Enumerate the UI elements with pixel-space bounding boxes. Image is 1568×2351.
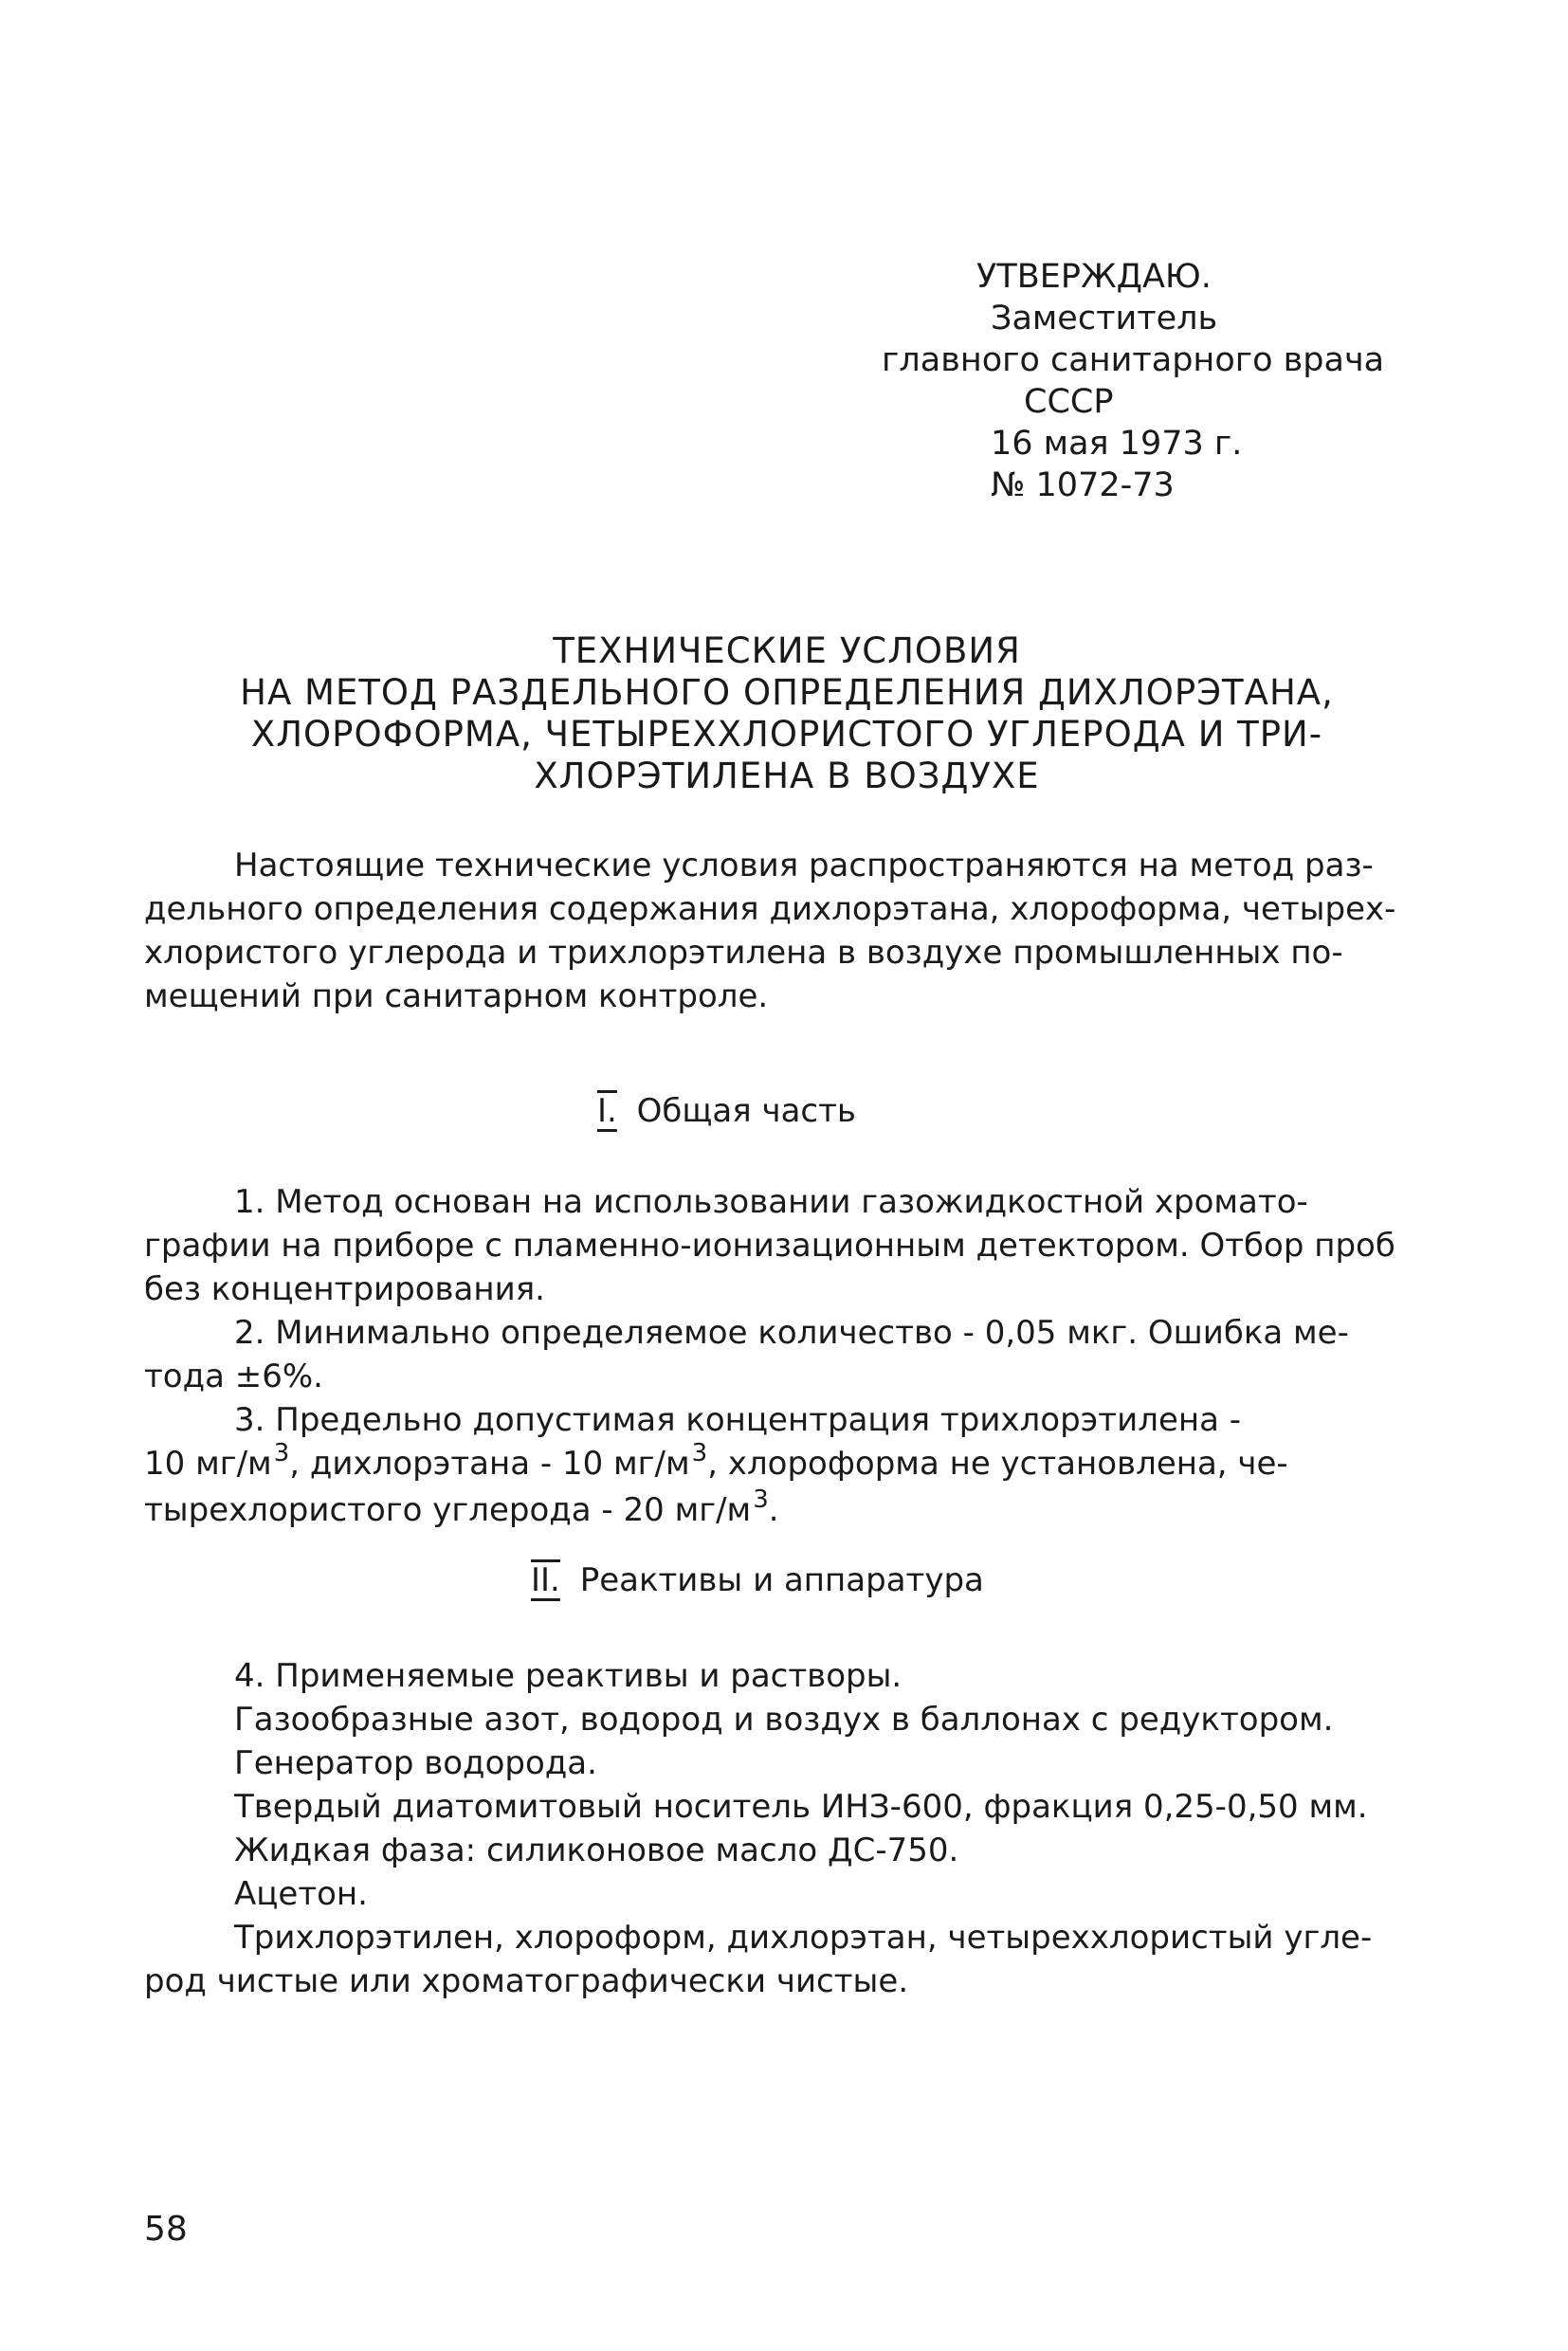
paragraph-line: Настоящие технические условия распространяются на метод раз-	[234, 847, 1374, 884]
text-fragment: 10 мг/м	[144, 1445, 272, 1483]
paragraph-line: 3. Предельно допустимая концентрация трихлорэтилена -	[234, 1401, 1242, 1439]
title-line: НА МЕТОД РАЗДЕЛЬНОГО ОПРЕДЕЛЕНИЯ ДИХЛОРЭТАНА,	[240, 672, 1334, 713]
title-line: ХЛОРЭТИЛЕНА В ВОЗДУХЕ	[534, 756, 1040, 796]
paragraph-line: Твердый диатомитовый носитель ИНЗ-600, фракция 0,25-0,50 мм.	[234, 1788, 1368, 1826]
approval-date: 16 мая 1973 г.	[991, 425, 1243, 463]
approval-line: главного санитарного врача	[882, 341, 1385, 379]
intro-paragraph	[144, 844, 1443, 1018]
paragraph-line: 4. Применяемые реактивы и растворы.	[234, 1657, 903, 1695]
paragraph-line: 1. Метод основан на использовании газожидкостной хромато-	[234, 1183, 1308, 1221]
approval-number: № 1072-73	[991, 466, 1175, 504]
approval-stamp	[882, 256, 1413, 506]
text-fragment: , дихлорэтана - 10 мг/м	[289, 1445, 690, 1483]
title-line: ХЛОРОФОРМА, ЧЕТЫРЕХХЛОРИСТОГО УГЛЕРОДА И ТРИ-	[250, 714, 1323, 755]
text-fragment: .	[768, 1491, 779, 1529]
superscript: 3	[691, 1439, 708, 1467]
paragraph-line: 2. Минимально определяемое количество - 0,05 мкг. Ошибка ме-	[234, 1314, 1349, 1352]
paragraph-line: дельного определения содержания дихлорэтана, хлороформа, четырех-	[144, 890, 1396, 928]
approval-line: УТВЕРЖДАЮ.	[976, 258, 1212, 296]
section-heading-reagents	[531, 1559, 984, 1601]
paragraph-line: род чистые или хроматографически чистые.	[144, 1962, 909, 2000]
text-fragment: , хлороформа не установлена, че-	[707, 1445, 1288, 1483]
paragraph-line: Ацетон.	[234, 1875, 368, 1913]
paragraph-line	[144, 1439, 1452, 1488]
paragraph-line: Генератор водорода.	[234, 1744, 597, 1782]
section-reagents-body	[144, 1654, 1452, 2003]
paragraph-line: Жидкая фаза: силиконовое масло ДС-750.	[234, 1832, 959, 1869]
section-general-body	[144, 1180, 1452, 1535]
paragraph-line: хлористого углерода и трихлорэтилена в воздухе промышленных по-	[144, 934, 1343, 972]
paragraph-line: тода ±6%.	[144, 1358, 323, 1395]
superscript: 3	[273, 1439, 290, 1467]
document-title	[190, 630, 1384, 797]
paragraph-line	[144, 1485, 1452, 1535]
paragraph-line: без концентрирования.	[144, 1270, 545, 1308]
paragraph-line: мещений при санитарном контроле.	[144, 977, 769, 1015]
paragraph-line: Газообразные азот, водород и воздух в баллонах с редуктором.	[234, 1701, 1334, 1739]
section-heading-text: Реактивы и аппаратура	[579, 1561, 984, 1599]
title-line: ТЕХНИЧЕСКИЕ УСЛОВИЯ	[553, 630, 1021, 671]
paragraph-line: Трихлорэтилен, хлороформ, дихлорэтан, четыреххлористый угле-	[234, 1919, 1373, 1957]
approval-line: Заместитель	[991, 300, 1218, 337]
section-heading-general	[597, 1090, 856, 1132]
section-heading-text: Общая часть	[636, 1092, 856, 1130]
text-fragment: тырехлористого углерода - 20 мг/м	[144, 1491, 752, 1529]
superscript: 3	[753, 1485, 769, 1514]
page-number: 58	[144, 2210, 188, 2249]
section-numeral: II.	[531, 1561, 560, 1599]
section-numeral: I.	[597, 1092, 617, 1130]
approval-line: СССР	[1024, 383, 1114, 421]
paragraph-line: графии на приборе с пламенно-ионизационным детектором. Отбор проб	[144, 1227, 1395, 1265]
